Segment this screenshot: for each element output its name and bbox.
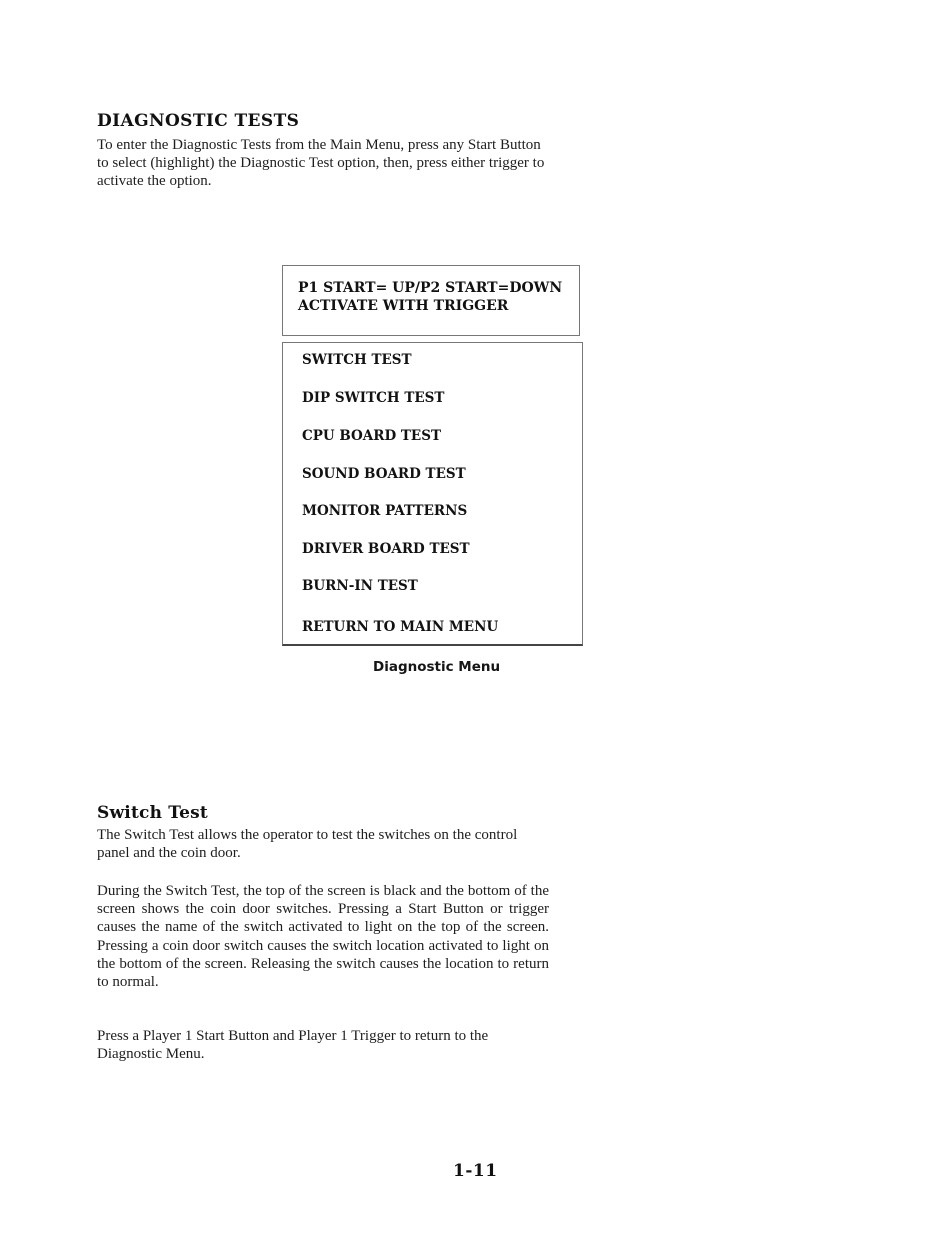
menu-item-monitor-patterns[interactable]: MONITOR PATTERNS — [302, 503, 468, 519]
diagnostic-menu-caption: Diagnostic Menu — [373, 659, 501, 675]
switch-test-paragraph-3: Press a Player 1 Start Button and Player 1 Trigger to return to the Diagnostic Menu. — [97, 1028, 489, 1063]
diagnostic-tests-heading: DIAGNOSTIC TESTS — [97, 111, 300, 131]
menu-item-return-to-main-menu[interactable]: RETURN TO MAIN MENU — [302, 619, 499, 635]
diagnostic-tests-intro-paragraph: To enter the Diagnostic Tests from the Main Menu, press any Start Button to select (highlight) the Diagnostic Test option, then, press either trigger to activate the option. — [97, 137, 545, 190]
diagnostic-menu-header-box — [282, 265, 580, 336]
menu-instruction-line-2: ACTIVATE WITH TRIGGER — [298, 298, 509, 314]
menu-instruction-line-1: P1 START= UP/P2 START=DOWN — [298, 280, 563, 296]
menu-item-sound-board-test[interactable]: SOUND BOARD TEST — [302, 466, 466, 482]
switch-test-paragraph-2: During the Switch Test, the top of the screen is black and the bottom of the screen shows the coin door switches. Pressing a Start Button or trigger causes the name of the switch activated to light on the top of the screen. Pressing a coin door switch causes the switch location activated to light on the bottom of the screen. Releasing the switch causes the location to return to normal. — [97, 883, 549, 991]
menu-item-burn-in-test[interactable]: BURN-IN TEST — [302, 578, 418, 594]
switch-test-heading: Switch Test — [97, 803, 208, 823]
menu-item-cpu-board-test[interactable]: CPU BOARD TEST — [302, 428, 442, 444]
diagnostic-menu-box — [282, 342, 583, 646]
page-number: 1-11 — [453, 1161, 498, 1181]
menu-item-driver-board-test[interactable]: DRIVER BOARD TEST — [302, 541, 470, 557]
menu-item-switch-test[interactable]: SWITCH TEST — [302, 352, 412, 368]
menu-item-dip-switch-test[interactable]: DIP SWITCH TEST — [302, 390, 445, 406]
switch-test-paragraph-1: The Switch Test allows the operator to test the switches on the control panel and the coin door. — [97, 827, 518, 862]
